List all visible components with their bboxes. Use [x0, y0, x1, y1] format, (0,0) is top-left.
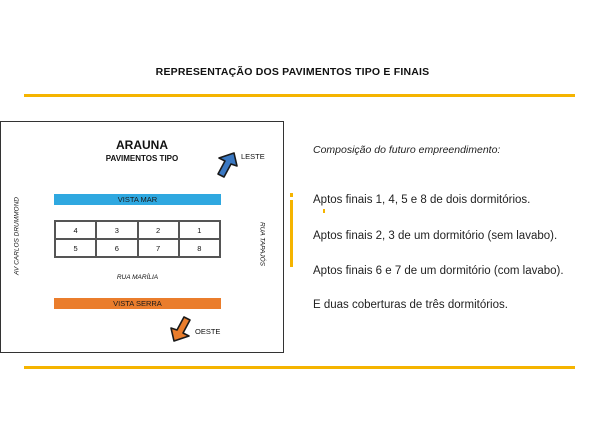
unit-cell: 7 — [138, 239, 179, 257]
composition-intro: Composição do futuro empreendimento: — [313, 144, 501, 156]
arrow-down-icon — [170, 314, 196, 344]
accent-bar — [290, 200, 293, 267]
street-label-left: AV CARLOS DRUMMOND — [13, 196, 21, 276]
accent-mark — [323, 209, 325, 213]
unit-cell: 3 — [96, 221, 137, 239]
unit-cell: 6 — [96, 239, 137, 257]
building-name: ARAUNA — [116, 138, 168, 152]
vista-mar-band: VISTA MAR — [54, 194, 221, 205]
vista-serra-band: VISTA SERRA — [54, 298, 221, 309]
unit-cell: 4 — [55, 221, 96, 239]
units-grid — [54, 220, 221, 258]
composition-item: Aptos finais 2, 3 de um dormitório (sem lavabo). — [313, 230, 558, 242]
street-label-right: RUA TAPAJÓS — [258, 222, 266, 266]
page-title: REPRESENTAÇÃO DOS PAVIMENTOS TIPO E FINAIS — [155, 66, 430, 78]
top-divider — [24, 94, 575, 97]
unit-cell: 1 — [179, 221, 220, 239]
unit-cell: 5 — [55, 239, 96, 257]
accent-mark — [290, 193, 293, 197]
composition-item: Aptos finais 6 e 7 de um dormitório (com lavabo). — [313, 265, 564, 277]
composition-item: Aptos finais 1, 4, 5 e 8 de dois dormitórios. — [313, 194, 531, 206]
unit-cell: 8 — [179, 239, 220, 257]
unit-cell: 2 — [138, 221, 179, 239]
street-label-bottom: RUA MARÍLIA — [116, 274, 159, 281]
arrow-up-icon — [212, 150, 238, 180]
bottom-divider — [24, 366, 575, 369]
composition-item: E duas coberturas de três dormitórios. — [313, 299, 508, 311]
floor-type-label: PAVIMENTOS TIPO — [105, 154, 179, 163]
west-label: OESTE — [195, 327, 221, 336]
east-label: LESTE — [241, 152, 265, 161]
